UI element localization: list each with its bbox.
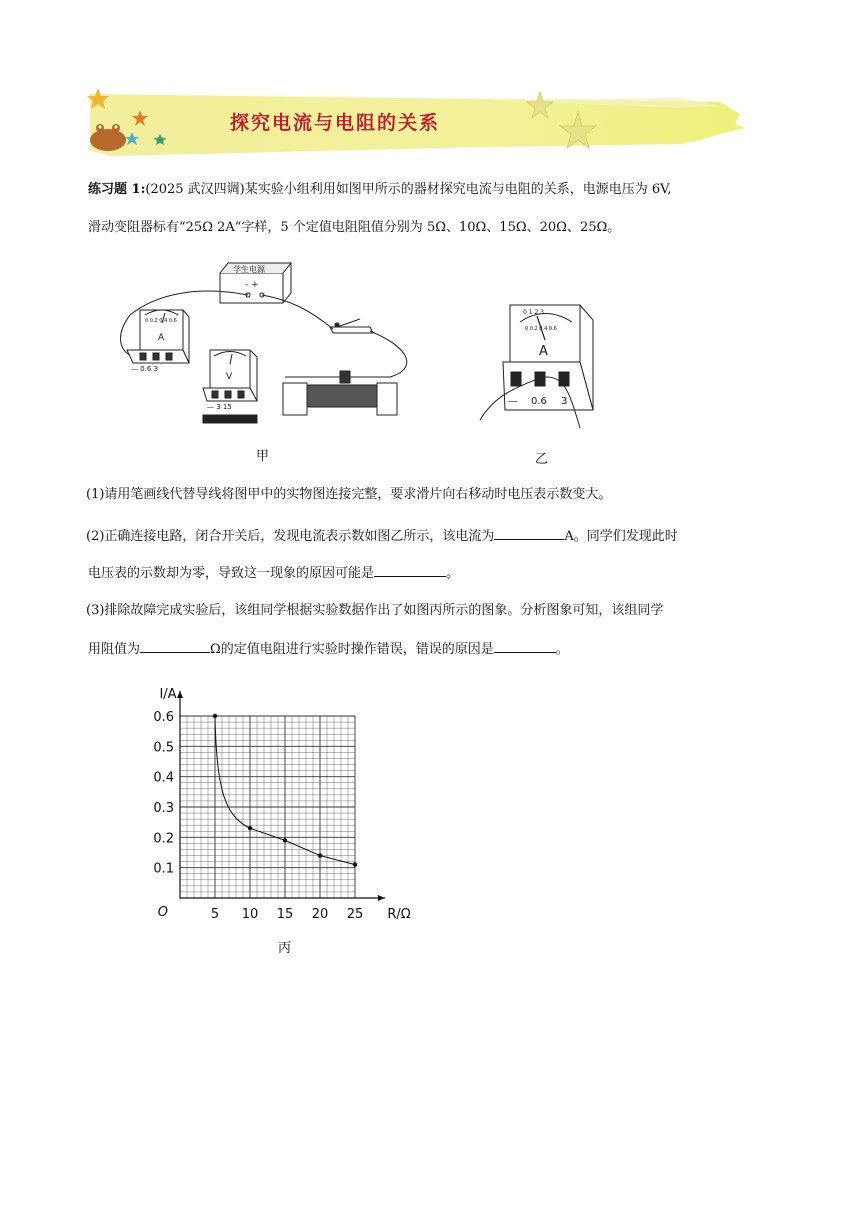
data-point	[318, 853, 322, 857]
ammeter-yi-symbol: A	[539, 344, 548, 359]
ammeter-yi-scale-top: 0 1 2 3	[523, 309, 544, 316]
question-3-line-2	[88, 638, 569, 660]
question-3-line-1: (3)排除故障完成实验后，该组同学根据实验数据作出了如图丙所示的图象。分析图象可知，该组同学	[86, 603, 664, 618]
ammeter-yi-3: 3	[561, 396, 568, 407]
figure-jia-caption: 甲	[256, 449, 270, 464]
ammeter-jia-terminals: — 0.6 3	[131, 365, 159, 373]
q3-text-3: Ω的定值电阻进行实验时操作错误，错误的原因是	[210, 642, 494, 657]
q2-text-2: A。同学们发现此时	[564, 529, 678, 544]
y-tick-label: 0.6	[153, 710, 174, 725]
figure-jia	[115, 255, 415, 440]
data-point	[353, 862, 357, 866]
question-2-line-2	[88, 562, 459, 584]
y-tick-label: 0.2	[153, 831, 174, 847]
y-tick-label: 0.5	[153, 740, 174, 756]
section-banner	[80, 84, 745, 162]
problem-text-1: (2025 武汉四调)某实验小组利用如图甲所示的器材探究电流与电阻的关系，电源电压为 6V,	[145, 182, 672, 197]
rheostat	[283, 371, 397, 415]
data-point	[283, 838, 287, 842]
x-tick-label: 10	[241, 907, 259, 922]
origin-label: O	[157, 905, 168, 920]
data-point	[213, 714, 217, 718]
q2-text-3: 电压表的示数却为零，导致这一现象的原因可能是	[88, 566, 375, 581]
q2-blank-current[interactable]	[494, 525, 564, 540]
y-axis-arrow	[177, 691, 183, 698]
power-supply-label: 学生电源	[233, 265, 265, 274]
ammeter-jia	[127, 310, 189, 373]
figure-yi-caption: 乙	[535, 452, 549, 467]
q3-text-4: 。	[555, 642, 569, 657]
problem-label: 练习题 1:	[88, 182, 146, 197]
ammeter-yi-scale-bottom: 0 0.2 0.4 0.6	[525, 326, 557, 332]
y-tick-label: 0.4	[153, 770, 174, 786]
question-2-line-1	[86, 525, 678, 547]
voltmeter-terminals: — 3 15	[207, 403, 232, 411]
ammeter-jia-symbol: A	[158, 333, 165, 343]
q3-blank-resistance[interactable]	[140, 638, 210, 653]
q3-text-2: 用阻值为	[88, 642, 141, 657]
q2-text-4: 。	[446, 566, 460, 581]
y-axis-label: I/A	[159, 687, 177, 702]
voltmeter-jia	[203, 350, 257, 423]
question-1: (1)请用笔画线代替导线将图甲中的实物图连接完整，要求滑片向右移动时电压表示数变大。	[86, 487, 612, 502]
figure-yi	[475, 300, 615, 432]
ammeter-yi-06: 0.6	[531, 396, 547, 407]
ammeter-jia-scale: 0 0.2 0.4 0.6	[145, 318, 177, 324]
wire	[370, 331, 407, 377]
q3-blank-reason[interactable]	[494, 638, 556, 653]
x-tick-label: 5	[210, 907, 220, 922]
power-terminals: - +	[245, 280, 259, 290]
x-tick-label: 20	[311, 907, 329, 922]
y-tick-label: 0.1	[153, 861, 174, 877]
x-axis-label: R/Ω	[387, 907, 411, 922]
figure-bing-chart	[140, 675, 430, 940]
switch	[330, 319, 373, 333]
q2-blank-reason[interactable]	[374, 562, 446, 577]
y-tick-label: 0.3	[153, 801, 174, 816]
section-title: 探究电流与电阻的关系	[230, 112, 441, 134]
data-point	[248, 826, 252, 830]
power-supply	[220, 263, 291, 303]
figure-bing-caption: 丙	[278, 941, 292, 956]
ammeter-yi-minus: —	[508, 396, 518, 407]
voltmeter-symbol: V	[226, 372, 233, 382]
x-tick-label: 25	[346, 907, 364, 922]
x-axis-arrow	[378, 895, 385, 901]
problem-line-2: 滑动变阻器标有“25Ω 2A“字样，5 个定值电阻阻值分别为 5Ω、10Ω、15Ω、20Ω、25Ω。	[88, 220, 621, 235]
x-tick-label: 15	[276, 907, 294, 922]
problem-line-1	[88, 180, 671, 200]
q2-text-1: (2)正确连接电路，闭合开关后，发现电流表示数如图乙所示，该电流为	[86, 529, 495, 544]
